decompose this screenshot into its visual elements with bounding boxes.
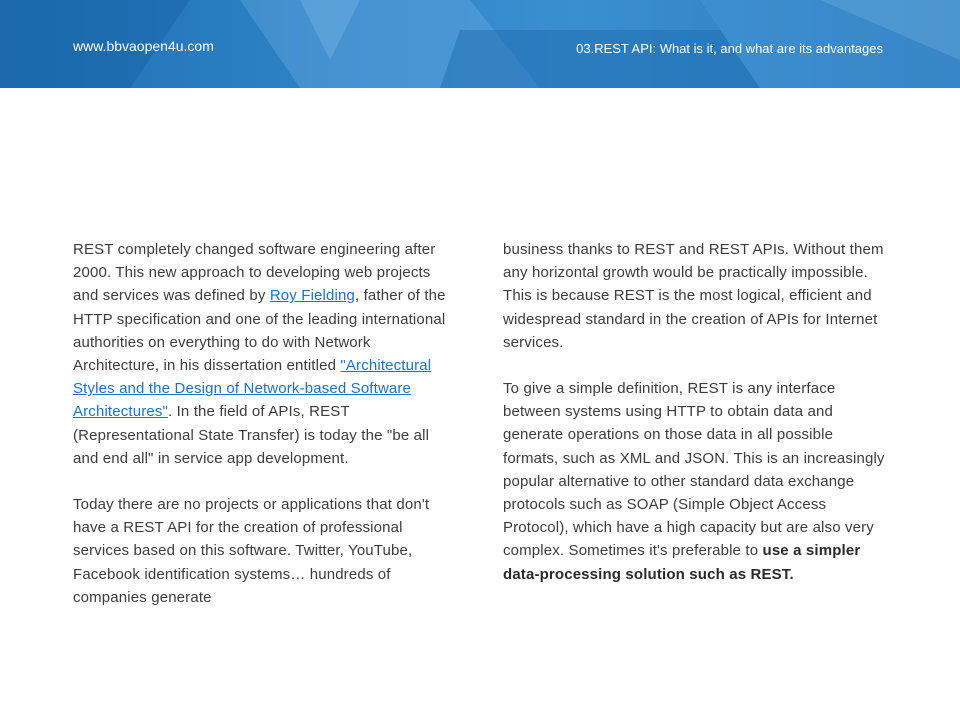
site-url[interactable]: www.bbvaopen4u.com (73, 38, 214, 54)
left-p1-text-2: , father of the HTTP specification and one of the leading international authorities on everything to do with Network Architecture, in his dissertation entitled (73, 287, 446, 375)
left-paragraph-1 (73, 238, 457, 470)
right-p2-text: To give a simple definition, REST is any interface between systems using HTTP to obtain data and generate operations on those data in all possible formats, such as XML and JSON. This is an increasingly popular alternative to other standard data exchange protocols such as SOAP (Simple Object Access Protocol), which have a high capacity but are also very complex. Sometimes it's preferable to (503, 380, 885, 560)
slide-title: 03.REST API: What is it, and what are its advantages (576, 41, 883, 56)
right-p2-bold-text: use a simpler data-processing solution such as REST. (503, 542, 861, 583)
left-p1-text-1: REST completely changed software engineering after 2000. This new approach to developing web projects and services was defined by (73, 241, 436, 305)
left-text-column (73, 238, 457, 609)
right-text-column (503, 238, 887, 586)
dissertation-link[interactable]: "Architectural Styles and the Design of Network-based Software Architectures" (73, 357, 432, 421)
roy-fielding-link[interactable]: Roy Fielding (269, 287, 355, 305)
header-banner (0, 0, 960, 88)
right-paragraph-2 (503, 377, 887, 586)
left-p1-text-3: . In the field of APIs, REST (Representational State Transfer) is today the "be all and end all" in service app development. (73, 403, 430, 467)
right-paragraph-1: business thanks to REST and REST APIs. Without them any horizontal growth would be practically impossible. This is because REST is the most logical, efficient and widespread standard in the creation of APIs for Internet services. (503, 241, 884, 351)
left-paragraph-2: Today there are no projects or applications that don't have a REST API for the creation of professional services based on this software. Twitter, YouTube, Facebook identification systems… hundreds of companies generate (73, 496, 430, 606)
